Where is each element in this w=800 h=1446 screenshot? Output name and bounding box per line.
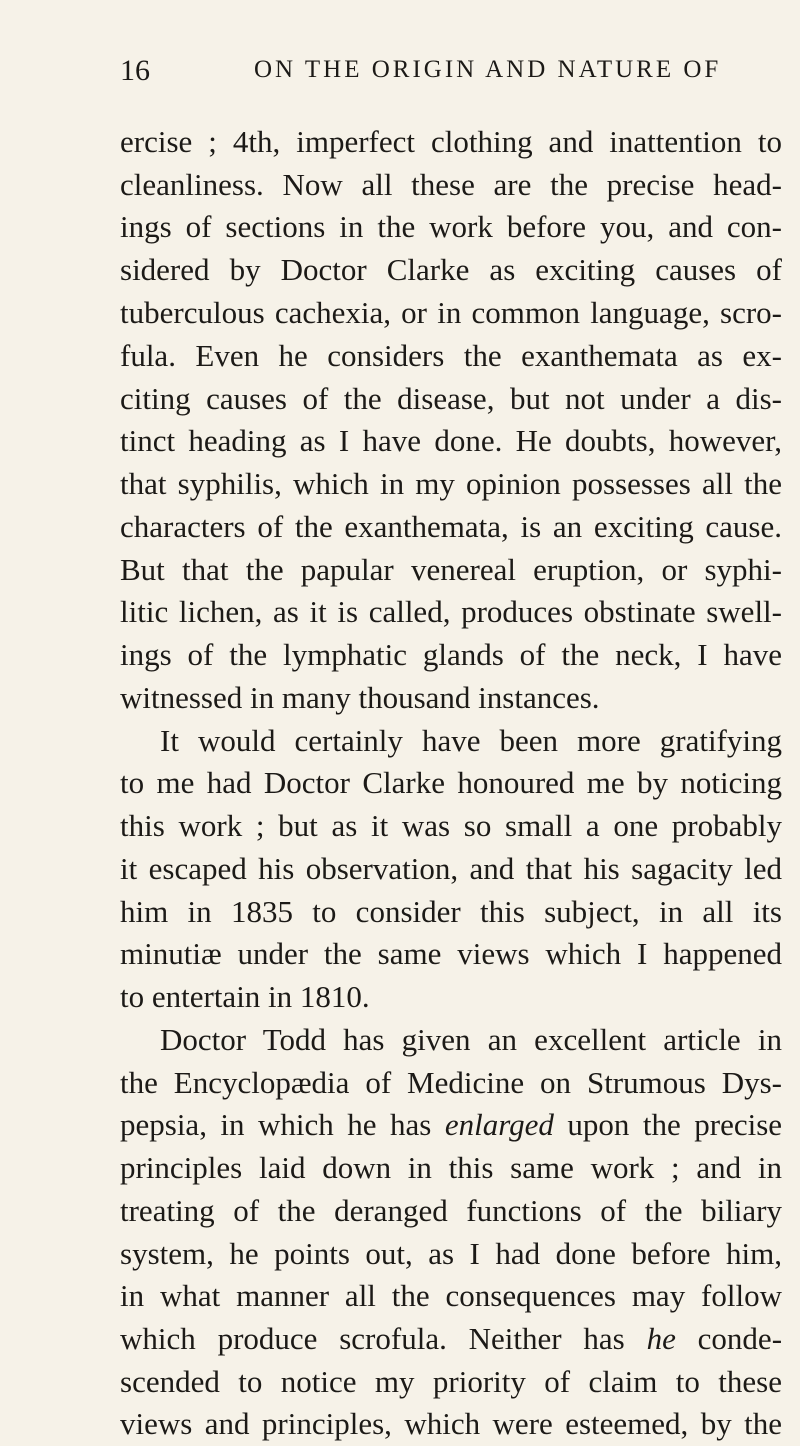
line-segment: which produce scrofula. Neither has	[120, 1321, 625, 1356]
line-segment: conde-	[697, 1321, 783, 1356]
running-head	[120, 54, 760, 94]
text-line: this work ; but as it was so small a one probably	[120, 808, 782, 843]
italic-word: enlarged	[444, 1107, 554, 1142]
text-line-with-italic	[120, 1103, 782, 1147]
text-line: witnessed in many thousand instances.	[120, 680, 600, 715]
page-number: 16	[120, 54, 150, 87]
text-line: tuberculous cachexia, or in common language, scro-	[120, 295, 782, 330]
text-line: But that the papular venereal eruption, or syphi-	[120, 552, 782, 587]
italic-word: he	[646, 1321, 676, 1356]
text-line: litic lichen, as it is called, produces obstinate swell-	[120, 594, 782, 629]
text-line: minutiæ under the same views which I happened	[120, 936, 782, 971]
text-line: him in 1835 to consider this subject, in all its	[120, 894, 782, 929]
text-line: to me had Doctor Clarke honoured me by noticing	[120, 765, 782, 800]
text-line: sidered by Doctor Clarke as exciting causes of	[120, 252, 782, 287]
paragraph-start-line: It would certainly have been more gratifying	[160, 723, 782, 758]
text-line: ings of sections in the work before you, and con-	[120, 209, 782, 244]
text-line: characters of the exanthemata, is an exciting cause.	[120, 509, 782, 544]
text-line: it escaped his observation, and that his sagacity led	[120, 851, 782, 886]
text-line: views and principles, which were esteemed, by the	[120, 1406, 782, 1441]
text-line: ercise ; 4th, imperfect clothing and inattention to	[120, 124, 782, 159]
text-line: that syphilis, which in my opinion possesses all the	[120, 466, 782, 501]
text-line: to entertain in 1810.	[120, 979, 370, 1014]
line-segment: pepsia, in which he has	[120, 1107, 432, 1142]
text-line-with-italic	[120, 1317, 782, 1361]
text-line: treating of the deranged functions of the biliary	[120, 1193, 782, 1228]
text-line: the Encyclopædia of Medicine on Strumous Dys-	[120, 1065, 782, 1100]
text-line: in what manner all the consequences may follow	[120, 1278, 782, 1313]
text-line: system, he points out, as I had done before him,	[120, 1236, 782, 1271]
text-line: fula. Even he considers the exanthemata as ex-	[120, 338, 782, 373]
text-line: tinct heading as I have done. He doubts, however,	[120, 423, 782, 458]
line-segment: upon the precise	[567, 1107, 783, 1142]
paragraph-start-line: Doctor Todd has given an excellent article in	[160, 1022, 782, 1057]
text-line: scended to notice my priority of claim to these	[120, 1364, 782, 1399]
text-line: principles laid down in this same work ; and in	[120, 1150, 782, 1185]
text-line: ings of the lymphatic glands of the neck, I have	[120, 637, 782, 672]
text-line: cleanliness. Now all these are the precise head-	[120, 167, 782, 202]
running-title: ON THE ORIGIN AND NATURE OF	[254, 56, 722, 83]
text-line: citing causes of the disease, but not under a dis-	[120, 381, 782, 416]
